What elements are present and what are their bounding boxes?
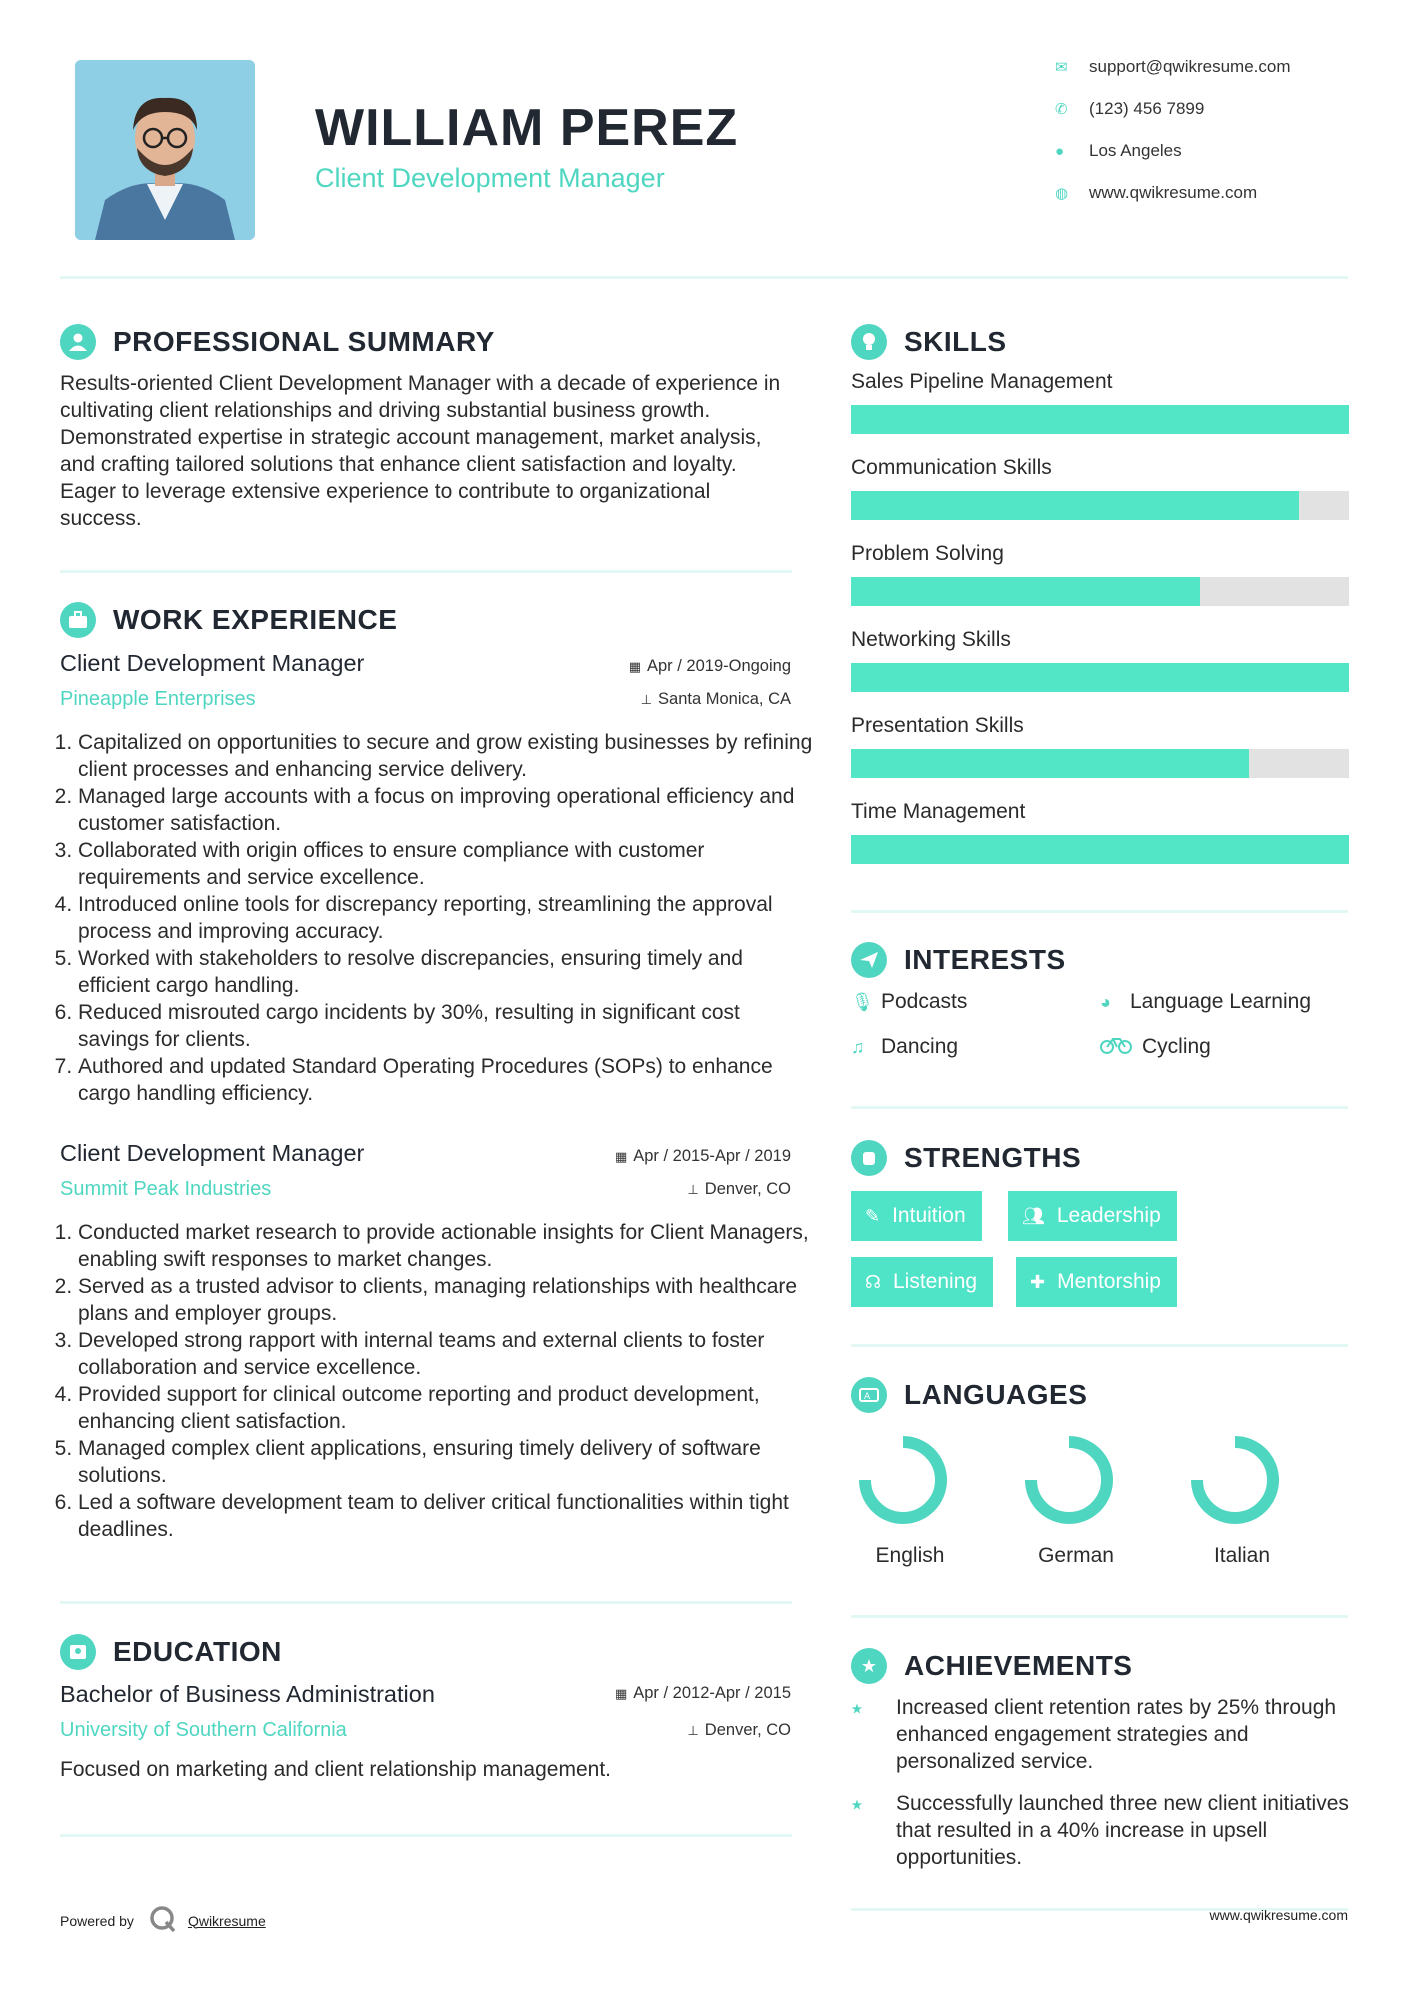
- skill-label: Presentation Skills: [851, 714, 1024, 737]
- skill-bar-fill: [851, 663, 1349, 692]
- envelope-icon: ✉: [1055, 59, 1068, 76]
- divider: [60, 1834, 792, 1837]
- divider: [851, 1344, 1348, 1347]
- footer-website[interactable]: www.qwikresume.com: [1209, 1907, 1348, 1923]
- list-item: 1. Conducted market research to provide actionable insights for Client Managers, enabling swift responses to market changes.: [78, 1219, 813, 1273]
- language-ring: [1019, 1430, 1119, 1530]
- language-label: Italian: [1213, 1544, 1271, 1567]
- language-label: German: [1038, 1544, 1114, 1567]
- job-bullets: [60, 1219, 813, 1543]
- achievements-section-header: ★ ACHIEVEMENTS: [851, 1648, 1132, 1684]
- skills-section-header: SKILLS: [851, 324, 1007, 360]
- skill-bar: [851, 663, 1349, 692]
- skill-label: Communication Skills: [851, 456, 1052, 479]
- map-pin-icon: ●: [1055, 142, 1065, 160]
- skill-bar-fill: [851, 405, 1349, 434]
- list-item: 5. Managed complex client applications, ensuring timely delivery of software solutions.: [78, 1435, 813, 1489]
- language-label: English: [875, 1544, 945, 1567]
- star-badge-icon: ★: [851, 1648, 887, 1684]
- headphones-icon: ☊: [865, 1271, 881, 1292]
- footer-powered: Powered by Qwikresume: [60, 1904, 266, 1937]
- language-ring-arc: [1197, 1442, 1273, 1518]
- language-ring: [853, 1430, 953, 1530]
- job-title: Client Development Manager: [60, 650, 365, 676]
- skill-label: Time Management: [851, 800, 1026, 823]
- skill-bar-fill: [851, 835, 1349, 864]
- list-item: 5. Worked with stakeholders to resolve discrepancies, ensuring timely and efficient cargo handling.: [78, 945, 813, 999]
- calendar-icon: ▦: [614, 1149, 628, 1164]
- job-title: Client Development Manager: [60, 1140, 365, 1166]
- contact-website[interactable]: ◍ www.qwikresume.com: [1055, 183, 1258, 202]
- list-item: 6. Reduced misrouted cargo incidents by 30%, resulting in significant cost savings for clients.: [78, 999, 813, 1053]
- pin-icon: ⊥: [640, 692, 653, 707]
- list-item: 3. Collaborated with origin offices to ensure compliance with customer requirements and service excellence.: [78, 837, 813, 891]
- strength-tag: ✎ Intuition: [851, 1191, 982, 1241]
- list-item: 6. Led a software development team to deliver critical functionalities within tight deadlines.: [78, 1489, 813, 1543]
- summary-text: Results-oriented Client Development Manager with a decade of experience in cultivating client relationships and driving substantial business growth. Demonstrated expertise in strategic account management, market analysis, and crafting tailored solutions that enhance client satisfaction and loyalty. Eager to leverage extensive experience to contribute to organizational success.: [60, 372, 781, 530]
- phone-icon: ✆: [1055, 101, 1068, 118]
- language-icon: [851, 1377, 887, 1413]
- list-item: 2. Managed large accounts with a focus on improving operational efficiency and customer satisfaction.: [78, 783, 813, 837]
- skill-bar-fill: [851, 491, 1299, 520]
- education-description: Focused on marketing and client relationship management.: [60, 1758, 611, 1781]
- job-location: ⊥ Santa Monica, CA: [640, 690, 791, 708]
- divider: [851, 1106, 1348, 1109]
- profile-photo: [75, 60, 255, 240]
- experience-section-header: WORK EXPERIENCE: [60, 602, 397, 638]
- briefcase-icon: [60, 602, 96, 638]
- skill-bar: [851, 491, 1349, 520]
- list-item: 2. Served as a trusted advisor to clients, managing relationships with healthcare plans and employer groups.: [78, 1273, 813, 1327]
- contact-email[interactable]: ✉ support@qwikresume.com: [1055, 57, 1291, 76]
- contact-location: ● Los Angeles: [1055, 141, 1182, 160]
- users-icon: 👥︎: [1022, 1205, 1045, 1226]
- list-item: 4. Introduced online tools for discrepancy reporting, streamlining the approval process and improving accuracy.: [78, 891, 813, 945]
- strength-tag: 👥︎ Leadership: [1008, 1191, 1177, 1241]
- achievement-item: Successfully launched three new client initiatives that resulted in a 40% increase in upsell opportunities.: [896, 1792, 1349, 1869]
- microphone-icon: 🎙︎: [851, 991, 874, 1012]
- bicycle-icon: [1100, 1036, 1142, 1059]
- candidate-title: Client Development Manager: [315, 163, 665, 193]
- divider: [60, 570, 792, 573]
- fist-icon: [851, 1140, 887, 1176]
- strength-tag: ☊ Listening: [851, 1257, 993, 1307]
- job-dates: ▦ Apr / 2015-Apr / 2019: [614, 1147, 791, 1165]
- candidate-name: WILLIAM PEREZ: [315, 99, 739, 157]
- list-item: 1. Capitalized on opportunities to secure and grow existing businesses by refining client processes and enhancing service delivery.: [78, 729, 813, 783]
- skill-label: Sales Pipeline Management: [851, 370, 1113, 393]
- strengths-section-header: STRENGTHS: [851, 1140, 1081, 1176]
- paper-plane-icon: [851, 942, 887, 978]
- globe-icon: ◕: [1100, 991, 1111, 1012]
- calendar-icon: ▦: [614, 1686, 628, 1701]
- globe-icon: ◍: [1055, 185, 1069, 202]
- skill-bar: [851, 749, 1349, 778]
- calendar-icon: ▦: [628, 659, 641, 674]
- strength-tag: ✚ Mentorship: [1016, 1257, 1177, 1307]
- contact-phone[interactable]: ✆ (123) 456 7899: [1055, 99, 1205, 118]
- list-item: 4. Provided support for clinical outcome reporting and product development, enhancing client satisfaction.: [78, 1381, 813, 1435]
- magic-wand-icon: ✎: [865, 1205, 881, 1226]
- user-plus-icon: ✚: [1030, 1271, 1046, 1292]
- skill-bar-fill: [851, 749, 1249, 778]
- interest-item: ♫ Dancing: [851, 1035, 959, 1058]
- language-ring: [1185, 1430, 1285, 1530]
- education-section-header: EDUCATION: [60, 1634, 282, 1670]
- school-name: University of Southern California: [60, 1719, 347, 1741]
- svg-text:A: A: [864, 1392, 871, 1402]
- skill-bar: [851, 405, 1349, 434]
- divider: [851, 1615, 1348, 1618]
- job-company: Pineapple Enterprises: [60, 688, 256, 710]
- languages-section-header: A LANGUAGES: [851, 1377, 1087, 1413]
- interest-item: Cycling: [1100, 1035, 1211, 1059]
- graduation-icon: [60, 1634, 96, 1670]
- lightbulb-icon: [851, 324, 887, 360]
- job-company: Summit Peak Industries: [60, 1178, 272, 1200]
- pin-icon: ⊥: [687, 1723, 699, 1738]
- skill-bar: [851, 835, 1349, 864]
- divider: [60, 1601, 792, 1604]
- user-icon: [60, 324, 96, 360]
- list-item: 3. Developed strong rapport with internal teams and external clients to foster collaboration and service excellence.: [78, 1327, 813, 1381]
- skill-bar-fill: [851, 577, 1200, 606]
- music-note-icon: ♫: [851, 1036, 865, 1057]
- header-divider: [60, 276, 1348, 279]
- qwikresume-link[interactable]: Qwikresume: [187, 1912, 266, 1929]
- job-dates: ▦ Apr / 2019-Ongoing: [628, 657, 791, 675]
- summary-section-header: PROFESSIONAL SUMMARY: [60, 324, 495, 360]
- skill-label: Problem Solving: [851, 542, 1004, 565]
- achievement-item: Increased client retention rates by 25% through enhanced engagement strategies and personalized service.: [896, 1696, 1337, 1773]
- pin-icon: ⊥: [687, 1182, 699, 1197]
- list-item: 7. Authored and updated Standard Operating Procedures (SOPs) to enhance cargo handling efficiency.: [78, 1053, 813, 1107]
- skill-label: Networking Skills: [851, 628, 1011, 651]
- degree-title: Bachelor of Business Administration: [60, 1681, 435, 1707]
- divider: [851, 910, 1348, 913]
- education-dates: ▦ Apr / 2012-Apr / 2015: [614, 1684, 791, 1702]
- skill-bar: [851, 577, 1349, 606]
- language-ring-arc: [865, 1442, 941, 1518]
- education-location: ⊥ Denver, CO: [687, 1721, 791, 1739]
- interests-section-header: INTERESTS: [851, 942, 1066, 978]
- shooting-star-icon: ⭑: [851, 1695, 863, 1720]
- language-ring-arc: [1031, 1442, 1107, 1518]
- interest-item: ◕ Language Learning: [1100, 990, 1312, 1013]
- job-location: ⊥ Denver, CO: [687, 1180, 791, 1198]
- shooting-star-icon: ⭑: [851, 1791, 863, 1816]
- skills-list: [851, 370, 1349, 864]
- interest-item: 🎙︎ Podcasts: [851, 990, 968, 1013]
- job-bullets: [60, 729, 813, 1107]
- qwikresume-logo-icon: [148, 1904, 178, 1937]
